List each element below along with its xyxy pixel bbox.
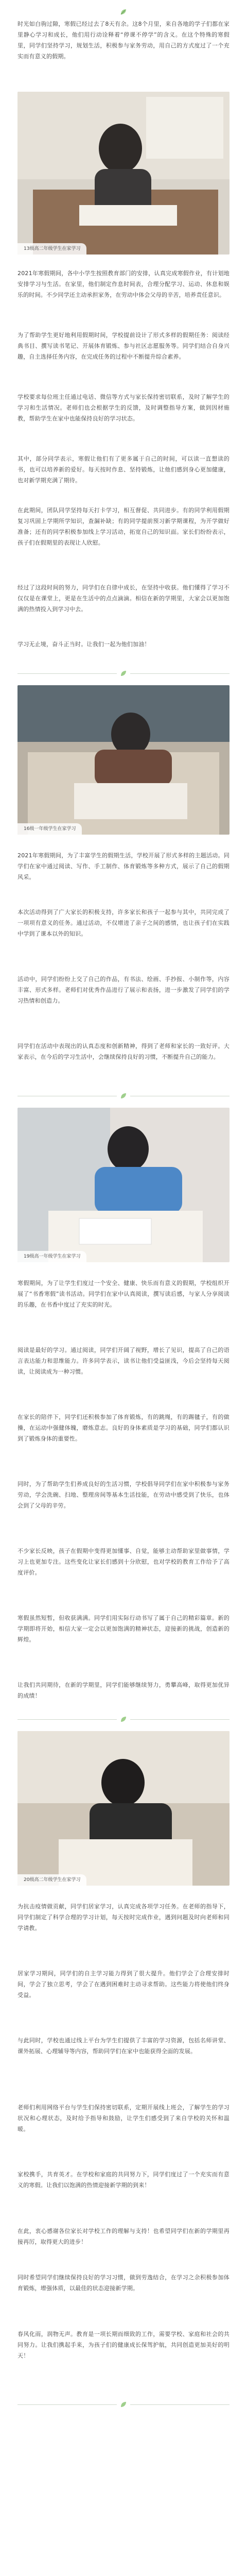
body-paragraph: 寒假虽然短暂，但收获满满。同学们用实际行动书写了属于自己的精彩篇章。新的学期即将开始，相信大家一定会以更加饱满的精神状态，迎接新的挑战，创造新的辉煌。 bbox=[17, 1615, 230, 1643]
body-paragraph: 在家长的陪伴下，同学们还积极参加了体育锻炼，有的跳绳，有的踢毽子，有的做操，在运动中强健体魄，磨炼意志。良好的身体素质是学习的基础，同学们都认识到了锻炼身体的重要性。 bbox=[17, 1414, 230, 1442]
photo-image bbox=[17, 1108, 230, 1262]
leaf-icon bbox=[120, 1716, 127, 1723]
body-paragraph: 为抗击疫情做贡献，同学们居家学习，认真完成各项学习任务。在老师的指导下，同学们制定了科学合理的学习计划，每天按时完成作业，遇到问题及时向老师和同学请教。 bbox=[17, 1903, 230, 1931]
body-paragraph: 寒假期间，为了让学生们度过一个安全、健康、快乐而有意义的假期，学校组织开展了“书香寒假”读书活动。同学们在家中认真阅读，撰写读后感，与家人分享阅读的乐趣，在书香中度过了充实的时光。 bbox=[17, 1280, 230, 1308]
body-paragraph: 为了帮助学生更好地利用假期时间，学校提前设计了形式多样的假期任务：阅读经典书目、撰写读书笔记、开展体育锻炼、参与社区志愿服务等。同学们结合自身兴趣，自主选择任务内容，在完成任务的过程中不断提升综合素养。 bbox=[17, 332, 230, 360]
body-paragraph: 在此，衷心感谢各位家长对学校工作的理解与支持！也希望同学们在新的学期里再接再厉，取得更大的进步！ bbox=[17, 2228, 230, 2245]
section-divider bbox=[17, 1716, 230, 1723]
photo-image bbox=[17, 92, 230, 255]
section-divider bbox=[17, 670, 230, 677]
photo-caption: 16级一年级学生在家学习 bbox=[17, 823, 82, 835]
body-paragraph: 学习无止境，奋斗正当时。让我们一起为他们加油！ bbox=[17, 641, 150, 648]
photo-student-study-1 bbox=[17, 92, 230, 255]
body-paragraph: 其中，部分同学表示，寒假让他们有了更多属于自己的时间，可以读一直想读的书，也可以培养新的爱好。每天按时作息、坚持锻炼，让他们感到身心更加健康，也对新学期充满了期待。 bbox=[17, 455, 230, 484]
leaf-icon bbox=[120, 8, 127, 15]
leaf-icon bbox=[120, 2401, 127, 2408]
body-paragraph: 不少家长反映，孩子在假期中变得更加懂事、自觉，能够主动帮助家里做事情，学习上也更加专注。这些变化让家长们感到十分欣慰，也对学校的教育工作给予了高度评价。 bbox=[17, 1548, 230, 1576]
body-paragraph: 在此期间，团队同学坚持每天打卡学习，相互督促、共同进步。有的同学利用假期复习巩固上学期所学知识，查漏补缺；有的同学提前预习新学期课程，为开学做好准备；还有的同学积极参加线上学习活动，拓宽自己的知识面。家长们纷纷表示，孩子们在假期里的表现让人欣慰。 bbox=[17, 507, 230, 546]
body-paragraph: 同时希望同学们继续保持良好的学习习惯，做到劳逸结合，在学习之余积极参加体育锻炼，增强体质，以最佳的状态迎接新学期。 bbox=[17, 2274, 230, 2292]
photo-caption: 20级高二年级学生在家学习 bbox=[17, 1874, 86, 1886]
body-paragraph: 与此同时，学校也通过线上平台为学生们提供了丰富的学习资源，包括名师讲堂、课外拓展、心理辅导等内容，帮助同学们在家中也能获得全面的发展。 bbox=[17, 2037, 230, 2055]
body-paragraph: 活动中，同学们纷纷上交了自己的作品，有书法、绘画、手抄报、小制作等，内容丰富、形式多样。老师们对优秀作品进行了展示和表扬，进一步激发了同学们的学习热情和创造力。 bbox=[17, 976, 230, 1004]
photo-image bbox=[17, 685, 230, 835]
photo-image bbox=[17, 1731, 230, 1886]
body-paragraph: 居家学习期间，同学们的自主学习能力得到了很大提升。他们学会了合理安排时间，学会了独立思考，学会了在遇到困难时主动寻求帮助。这些能力将使他们终身受益。 bbox=[17, 1970, 230, 1998]
photo-caption: 19级高一年级学生在家学习 bbox=[17, 1251, 86, 1262]
photo-student-study-3 bbox=[17, 1108, 230, 1262]
photo-caption: 13级高二年级学生在家学习 bbox=[17, 243, 86, 255]
body-paragraph: 学校要求每位班主任通过电话、微信等方式与家长保持密切联系，及时了解学生的学习和生活情况。老师们也会根据学生的反馈，及时调整指导方案，做到因材施教，帮助学生在家中也能保持良好的学习状态。 bbox=[17, 394, 230, 422]
leaf-icon bbox=[120, 1092, 127, 1099]
photo-student-study-4 bbox=[17, 1731, 230, 1886]
section-divider bbox=[17, 1092, 230, 1099]
body-paragraph: 阅读是最好的学习。通过阅读，同学们开阔了视野，增长了见识，提高了自己的语言表达能力和思维能力。许多同学表示，读书让他们受益匪浅，今后会坚持每天阅读，让阅读成为一种习惯。 bbox=[17, 1347, 230, 1375]
body-paragraph: 春风化雨，润物无声。教育是一项长期而细致的工作，需要学校、家庭和社会的共同努力。让我们携起手来，为孩子们的健康成长保驾护航，共同创造更加美好的明天！ bbox=[17, 2331, 230, 2359]
body-paragraph: 本次活动得到了广大家长的积极支持，许多家长和孩子一起参与其中，共同完成了一项项有意义的任务。通过活动，不仅增进了亲子之间的感情，也让孩子们在实践中学到了课本以外的知识。 bbox=[17, 909, 230, 937]
section-divider bbox=[17, 2401, 230, 2408]
intro-paragraph: 时光如白驹过隙，寒假已经过去了8天有余。这8个月里，来自各地的学子们都在家里静心学习和成长，他们用行动诠释着“停课不停学”的含义。在这个特殊的寒假里，同学们坚持学习，规划生活，积极参与家务劳动，用自己的方式度过了一个充实而有意义的假期。 bbox=[17, 21, 230, 60]
body-paragraph: 同时，为了帮助学生们养成良好的生活习惯，学校倡导同学们在家中积极参与家务劳动，学会洗碗、扫地、整理房间等基本生活技能，在劳动中感受到了快乐，也体会到了父母的辛劳。 bbox=[17, 1481, 230, 1509]
leaf-icon bbox=[120, 670, 127, 677]
body-paragraph: 同学们在活动中表现出的认真态度和创新精神，得到了老师和家长的一致好评。大家表示，在今后的学习生活中，会继续保持良好的习惯，不断提升自己的能力。 bbox=[17, 1043, 230, 1060]
body-paragraph: 老师们利用网络平台与学生们保持密切联系，定期开展线上班会，了解学生的学习状况和心理状态，及时给予指导和鼓励，让学生们感受到了来自学校的关怀和温暖。 bbox=[17, 2104, 230, 2132]
body-paragraph: 2021年寒假期间，各中小学生按照教育部门的安排，认真完成寒假作业，有计划地安排学习与生活。在家里，他们制定作息时间表，合理分配学习、运动、休息和娱乐的时间。不少同学还主动承担家务，在劳动中体会父母的辛苦，培养责任意识。 bbox=[17, 270, 230, 298]
photo-student-study-2 bbox=[17, 685, 230, 835]
body-paragraph: 家校携手，共育英才。在学校和家庭的共同努力下，同学们度过了一个充实而有意义的寒假。让我们以饱满的热情迎接新学期的到来！ bbox=[17, 2171, 230, 2189]
body-paragraph: 经过了这段时间的努力，同学们在自律中成长，在坚持中收获。他们懂得了学习不仅仅是在课堂上，更是在生活中的点点滴滴。相信在新的学期里，大家会以更加饱满的热情投入到学习中去。 bbox=[17, 584, 230, 613]
body-paragraph: 让我们共同期待，在新的学期里，同学们能够继续努力，勇攀高峰，取得更加优异的成绩！ bbox=[17, 1682, 230, 1699]
body-paragraph: 2021年寒假期间，为了丰富学生的假期生活，学校开展了形式多样的主题活动。同学们在家中通过阅读、写作、手工制作、体育锻炼等多种方式，展示了自己的假期风采。 bbox=[17, 852, 230, 880]
